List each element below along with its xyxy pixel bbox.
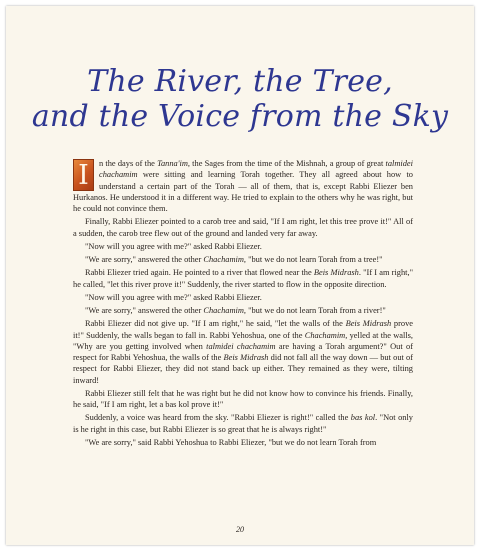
paragraph-10: Suddenly, a voice was heard from the sky. "Rabbi Eliezer is right!" called the bas kol. "Not only is he right in this case, but Rabbi Eliezer is so great that he is always right!" (73, 413, 413, 434)
chapter-title-line-1: The River, the Tree, (87, 64, 393, 99)
paragraph-7: "We are sorry," answered the other Chachamim, "but we do not learn Torah from a river!" (85, 306, 386, 315)
paragraph-8: Rabbi Eliezer did not give up. "If I am right," he said, "let the walls of the Beis Midrash prove it!" Suddenly, the walls began to fall in. Rabbi Yehoshua, one of the Chachamim, yelled at the walls, "Why are you getting involved when talmidei chachamim are having a Torah argument?" Out of respect for Rabbi Yehoshua, the walls of the Beis Midrash did not fall all the way down — but out of respect for Rabbi Eliezer, they did not stand back up either. They remained as they were, tilting inward! (73, 319, 413, 385)
paragraph-6: "Now will you agree with me?" asked Rabbi Eliezer. (85, 292, 262, 302)
paragraph-2: Finally, Rabbi Eliezer pointed to a carob tree and said, "If I am right, let this tree prove it!" All of a sudden, the carob tree flew out of the ground and landed very far away. (73, 217, 413, 238)
paragraph-11: "We are sorry," said Rabbi Yehoshua to Rabbi Eliezer, "but we do not learn Torah from (85, 437, 377, 447)
story-text (73, 158, 413, 448)
book-page (6, 6, 474, 545)
paragraph-4: "We are sorry," answered the other Chachamim, "but we do not learn Torah from a tree!" (85, 255, 383, 264)
chapter-title (6, 64, 474, 134)
chapter-title-line-2: and the Voice from the Sky (31, 99, 449, 134)
paragraph-3: "Now will you agree with me?" asked Rabbi Eliezer. (85, 241, 262, 251)
drop-cap: I (73, 159, 94, 191)
paragraph-1: I n the days of the Tanna'im, the Sages from the time of the Mishnah, a group of great talmidei chachamim were sitting and learning Torah together. They all agreed about how to understand a certain part of the Torah — all of them, that is, except Rabbi Eliezer ben Hurkanos. He understood it in a different way. He tried to explain to the others why he was right, but he could not convince them. (73, 159, 413, 213)
paragraph-9: Rabbi Eliezer still felt that he was right but he did not know how to convince his friends. Finally, he said, "If I am right, let a bas kol prove it!" (73, 388, 413, 409)
paragraph-5: Rabbi Eliezer tried again. He pointed to a river that flowed near the Beis Midrash. "If I am right," he called, "let this river prove it!" Suddenly, the river started to flow in the opposite direction. (73, 268, 413, 289)
page-number: 20 (236, 525, 244, 534)
